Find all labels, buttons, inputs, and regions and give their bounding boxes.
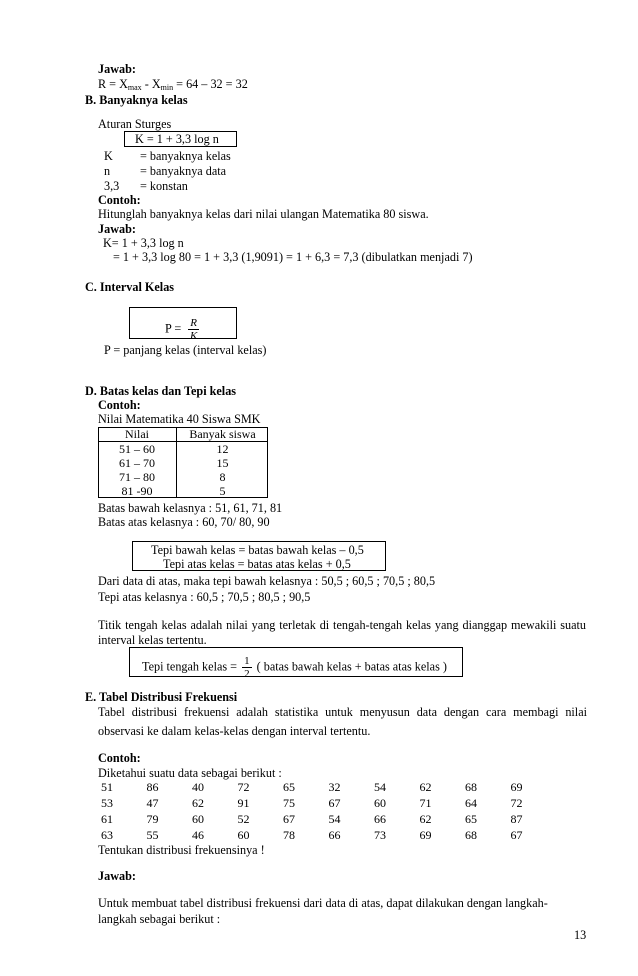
data-cell: 40	[192, 780, 204, 794]
tepi-atas-formula: Tepi atas kelas = batas atas kelas + 0,5	[163, 557, 351, 571]
batas-atas-text: Batas atas kelasnya : 60, 70/ 80, 90	[98, 515, 270, 529]
data-cell: 69	[419, 828, 432, 842]
langkah-line1: Untuk membuat tabel distribusi frekuensi dari data di atas, dapat dilakukan dengan langkah-	[98, 896, 548, 910]
def-desc: = banyaknya data	[140, 164, 227, 178]
section-e-heading: E. Tabel Distribusi Frekuensi	[85, 690, 238, 704]
interval-formula: P = $\frac{R}{K}$	[165, 317, 198, 342]
section-e-desc-line1: Tabel distribusi frekuensi adalah statistika untuk menyusun data dengan cara membagi nilai	[98, 705, 587, 719]
data-cell: 62	[419, 812, 432, 826]
data-cell: 69	[510, 780, 523, 794]
titik-tengah-formula-box	[129, 647, 463, 680]
interval-formula-box	[129, 307, 237, 342]
data-cell: 91	[237, 796, 250, 810]
def-symbol: n	[104, 164, 111, 178]
titik-tengah-line2: interval kelas tertentu.	[98, 633, 207, 647]
def-desc: = banyaknya kelas	[140, 149, 231, 163]
def-symbol: 3,3	[104, 179, 120, 193]
data-cell: 72	[237, 780, 250, 794]
range-formula: $R = X_{max} - X_{min} = 64 - 32 = 32$	[98, 77, 248, 92]
table-header: Banyak siswa	[177, 427, 269, 442]
sturges-calc-line2: = 1 + 3,3 log 80 = 1 + 3,3 (1,9091) = 1 + 6,3 = 7,3 (dibulatkan menjadi 7)	[113, 250, 473, 264]
data-cell: 72	[510, 796, 523, 810]
jawab-label: Jawab:	[98, 222, 136, 236]
data-cell: 65	[465, 812, 477, 826]
table-header: Nilai	[98, 427, 177, 442]
table-row: 71 – 80 8	[98, 470, 268, 484]
data-cell: 66	[374, 812, 386, 826]
data-cell: 71	[419, 796, 432, 810]
data-cell: 63	[101, 828, 113, 842]
tepi-bawah-formula: Tepi bawah kelas = batas bawah kelas – 0,5	[151, 543, 364, 557]
table-title: Nilai Matematika 40 Siswa SMK	[98, 412, 261, 426]
data-cell: 67	[510, 828, 523, 842]
sturges-formula: K = 1 + 3,3 log n	[135, 132, 219, 146]
data-cell: 52	[237, 812, 250, 826]
data-cell: 65	[283, 780, 295, 794]
data-cell: 32	[328, 780, 341, 794]
tentukan-text: Tentukan distribusi frekuensinya !	[98, 843, 265, 857]
contoh-label: Contoh:	[98, 751, 141, 765]
contoh-label: Contoh:	[98, 398, 141, 412]
section-e-desc-line2: observasi ke dalam kelas-kelas dengan interval tertentu.	[98, 724, 371, 738]
contoh-label: Contoh:	[98, 193, 141, 207]
data-cell: 62	[192, 796, 204, 810]
grade-table	[98, 427, 268, 498]
table-row: 81 -90 5	[98, 484, 268, 498]
data-cell: 53	[101, 796, 113, 810]
data-cell: 67	[283, 812, 295, 826]
data-cell: 47	[146, 796, 159, 810]
titik-tengah-line1: Titik tengah kelas adalah nilai yang terletak di tengah-tengah kelas yang dianggap mewakili suatu	[98, 618, 586, 632]
table-row: 61 – 70 15	[98, 456, 268, 470]
diketahui-text: Diketahui suatu data sebagai berikut :	[98, 766, 282, 780]
def-desc: = konstan	[140, 179, 188, 193]
sturges-calc-line1: K= 1 + 3,3 log n	[103, 236, 184, 250]
data-cell: 54	[328, 812, 341, 826]
section-c-heading: C. Interval Kelas	[85, 280, 175, 294]
data-grid	[101, 779, 556, 843]
tepi-bawah-result: Dari data di atas, maka tepi bawah kelasnya : 50,5 ; 60,5 ; 70,5 ; 80,5	[98, 574, 436, 588]
sturges-rule-label: Aturan Sturges	[98, 117, 172, 131]
langkah-line2: langkah sebagai berikut :	[98, 912, 221, 926]
data-cell: 60	[192, 812, 204, 826]
data-cell: 73	[374, 828, 386, 842]
titik-tengah-formula: Tepi tengah kelas = $\frac{1}{2}$ ( batas bawah kelas + batas atas kelas )	[142, 655, 447, 680]
contoh-text: Hitunglah banyaknya kelas dari nilai ulangan Matematika 80 siswa.	[98, 207, 429, 221]
page-number: 13	[574, 928, 587, 942]
data-cell: 87	[510, 812, 523, 826]
tepi-atas-result: Tepi atas kelasnya : 60,5 ; 70,5 ; 80,5 ; 90,5	[98, 590, 311, 604]
data-cell: 64	[465, 796, 477, 810]
data-cell: 79	[146, 812, 159, 826]
data-cell: 75	[283, 796, 295, 810]
jawab-label: Jawab:	[98, 869, 136, 883]
data-cell: 60	[237, 828, 250, 842]
interval-note: P = panjang kelas (interval kelas)	[104, 343, 267, 357]
data-cell: 86	[146, 780, 159, 794]
table-row: 51 – 60 12	[98, 442, 268, 457]
data-cell: 67	[328, 796, 341, 810]
data-cell: 62	[419, 780, 432, 794]
tepi-formula-box	[132, 541, 386, 571]
data-cell: 54	[374, 780, 386, 794]
section-d-heading: D. Batas kelas dan Tepi kelas	[85, 384, 237, 398]
data-cell: 60	[374, 796, 386, 810]
section-b-heading: B. Banyaknya kelas	[85, 93, 188, 107]
data-cell: 68	[465, 780, 477, 794]
data-cell: 68	[465, 828, 477, 842]
def-symbol: K	[104, 149, 113, 163]
data-cell: 46	[192, 828, 204, 842]
data-cell: 51	[101, 780, 113, 794]
data-cell: 61	[101, 812, 113, 826]
data-cell: 78	[283, 828, 295, 842]
data-cell: 55	[146, 828, 159, 842]
sturges-formula-box	[124, 131, 237, 147]
data-cell: 66	[328, 828, 341, 842]
batas-bawah-text: Batas bawah kelasnya : 51, 61, 71, 81	[98, 501, 283, 515]
jawab-label: Jawab:	[98, 62, 136, 76]
